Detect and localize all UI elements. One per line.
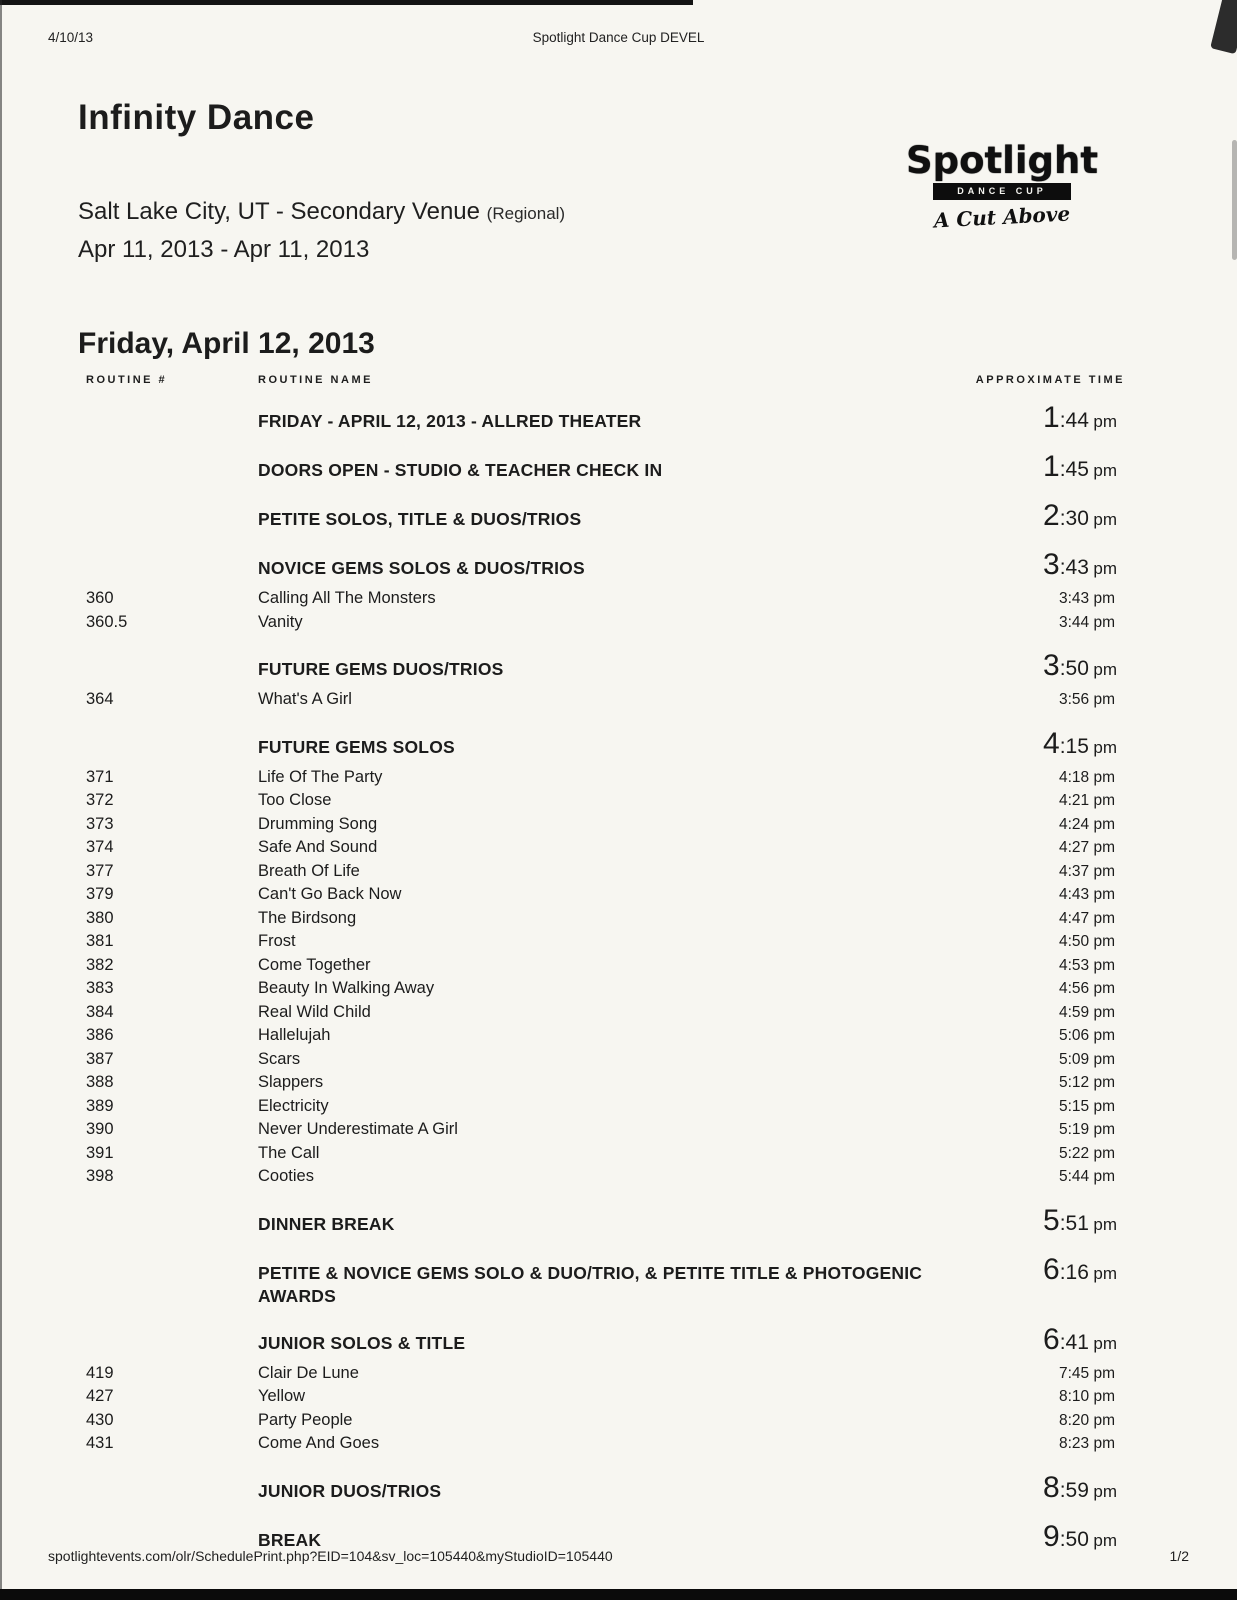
schedule-routine-row [0,1385,1237,1409]
section-time-mer: pm [1093,510,1117,529]
section-time-hour: 8 [1043,1470,1060,1504]
routine-time: 4:24 pm [1058,815,1115,833]
routine-time: 4:18 pm [1058,768,1115,786]
section-time-hour: 3 [1043,548,1060,581]
section-time-mer: pm [1093,660,1117,679]
routine-name: Beauty In Walking Away [258,979,435,997]
routine-time: 5:09 pm [1058,1050,1115,1068]
section-time-hour: 9 [1043,1519,1060,1553]
routine-time: 5:12 pm [1058,1074,1115,1091]
schedule-routine-row [0,587,1237,611]
section-time-mer: pm [1093,1263,1117,1283]
schedule-routine-row [0,813,1237,837]
schedule-section-row [0,499,1237,533]
routine-time: 4:21 pm [1058,792,1115,809]
section-time-min: :50 [1059,657,1089,680]
routine-number: 380 [86,908,114,927]
logo-tagline: A Cut Above [933,201,1071,233]
schedule-section-row [0,450,1237,484]
section-time [958,727,1237,761]
schedule-section-row [0,727,1237,761]
print-footer [48,1548,1189,1564]
section-name: FUTURE GEMS SOLOS [258,736,455,757]
schedule-routine-row [0,883,1237,907]
section-time-min: :45 [1059,458,1089,481]
routine-number: 398 [86,1167,114,1185]
routine-number: 379 [86,885,114,903]
section-time-min: :30 [1059,507,1089,530]
section-time-hour: 2 [1043,499,1060,532]
section-time-mer: pm [1093,412,1117,431]
section-time-min: :50 [1059,1527,1089,1551]
schedule-routine-row [0,1165,1237,1189]
page-number: 1/2 [1169,1548,1189,1564]
venue-qualifier: (Regional) [486,204,566,223]
section-time-mer: pm [1093,1481,1117,1501]
section-time [958,401,1237,435]
routine-number: 390 [86,1120,114,1138]
routine-time: 4:56 pm [1058,980,1115,997]
footer-url: spotlightevents.com/olr/SchedulePrint.php?EID=104&sv_loc=105440&myStudioID=105440 [48,1548,613,1564]
section-time-hour: 6 [1043,1322,1060,1356]
schedule-section-row [0,1471,1237,1505]
routine-name: Real Wild Child [258,1002,371,1021]
routine-name: Scars [258,1049,301,1068]
section-time-mer: pm [1093,1333,1117,1353]
section-time-hour: 5 [1043,1203,1060,1237]
schedule-routine-row [0,1432,1237,1456]
section-time-hour: 1 [1043,401,1060,434]
section-time-hour: 1 [1043,450,1060,483]
section-time-mer: pm [1093,461,1117,480]
section-name: FRIDAY - APRIL 12, 2013 - ALLRED THEATER [258,411,642,431]
section-time-mer: pm [1093,1530,1117,1550]
schedule-routine-row [0,1118,1237,1142]
section-time-min: :43 [1059,556,1089,579]
schedule-routine-row [0,1048,1237,1072]
venue-line [78,194,565,232]
routine-name: Frost [258,932,296,950]
schedule-routine-row [0,766,1237,790]
routine-time: 4:53 pm [1058,956,1115,974]
routine-name: Party People [258,1410,353,1429]
section-name: FUTURE GEMS DUOS/TRIOS [258,659,504,679]
routine-number: 386 [86,1026,114,1044]
schedule-routine-row [0,1362,1237,1386]
schedule-routine-row [0,789,1237,813]
routine-time: 5:06 pm [1058,1027,1115,1044]
schedule-section-row [0,1204,1237,1238]
section-time [958,1323,1237,1357]
schedule-routine-row [0,977,1237,1001]
section-time [958,1253,1237,1287]
routine-number: 383 [86,979,114,997]
schedule-section-row [0,548,1237,582]
routine-number: 384 [86,1002,114,1021]
routine-time: 7:45 pm [1058,1364,1115,1382]
schedule-routine-row [0,688,1237,712]
spotlight-logo [893,139,1111,233]
scan-smudge-top-right [1210,0,1237,54]
column-header-approximate-time: APPROXIMATE TIME [975,374,1125,386]
routine-number: 419 [86,1363,114,1382]
routine-number: 430 [86,1410,114,1429]
routine-name: The Birdsong [258,908,357,927]
section-time-min: :15 [1059,734,1089,758]
routine-number: 387 [86,1049,114,1068]
routine-number: 381 [86,932,114,950]
routine-number: 360 [86,589,114,607]
routine-number: 431 [86,1434,114,1452]
schedule-column-headers [0,374,1237,386]
section-time [958,1204,1237,1238]
routine-name: Drumming Song [258,814,378,833]
routine-number: 372 [86,791,114,809]
routine-number: 427 [86,1387,114,1405]
routine-name: Cooties [258,1167,314,1185]
schedule-section-row [0,649,1237,683]
routine-time: 4:43 pm [1058,886,1115,903]
routine-time: 5:15 pm [1058,1097,1115,1115]
section-time-min: :41 [1059,1330,1089,1354]
section-time-min: :51 [1059,1211,1089,1235]
routine-name: Calling All The Monsters [258,589,436,607]
routine-time: 8:20 pm [1058,1411,1115,1429]
routine-time: 8:23 pm [1058,1435,1115,1452]
routine-number: 371 [86,767,114,786]
column-header-routine-name: ROUTINE NAME [258,374,373,386]
routine-time: 3:56 pm [1058,691,1115,708]
section-time-mer: pm [1093,559,1117,578]
schedule-routine-row [0,907,1237,931]
schedule-routine-row [0,1001,1237,1025]
section-time-min: :16 [1059,1260,1089,1284]
section-time [958,548,1237,582]
section-time-hour: 6 [1043,1252,1060,1286]
scan-edge-bottom [0,1589,1237,1600]
scan-smudge-right [1232,140,1237,260]
routine-name: Never Underestimate A Girl [258,1120,458,1138]
section-time-hour: 3 [1043,649,1060,682]
schedule-routine-row [0,1071,1237,1095]
routine-time: 8:10 pm [1058,1388,1115,1405]
section-time-mer: pm [1093,737,1117,757]
routine-time: 3:44 pm [1058,613,1115,631]
section-time [958,649,1237,683]
schedule-table [0,374,1237,1559]
routine-number: 389 [86,1096,114,1115]
day-title: Friday, April 12, 2013 [78,327,375,360]
schedule-rows [0,401,1237,1554]
section-name: DINNER BREAK [258,1213,395,1234]
venue-name: Salt Lake City, UT - Secondary Venue [78,198,480,225]
section-name: PETITE SOLOS, TITLE & DUOS/TRIOS [258,509,582,529]
routine-time: 4:47 pm [1058,909,1115,927]
routine-time: 4:50 pm [1058,933,1115,950]
routine-number: 364 [86,690,114,708]
column-header-routine-number: ROUTINE # [86,374,168,386]
section-name: PETITE & NOVICE GEMS SOLO & DUO/TRIO, & PETITE TITLE & PHOTOGENIC AWARDS [258,1262,923,1306]
routine-time: 4:37 pm [1058,862,1115,880]
routine-name: Can't Go Back Now [258,885,402,903]
routine-number: 382 [86,955,114,974]
routine-name: Come Together [258,955,371,974]
schedule-routine-row [0,954,1237,978]
routine-time: 5:22 pm [1058,1144,1115,1162]
section-time-min: :59 [1059,1478,1089,1502]
routine-number: 360.5 [86,612,128,631]
routine-name: Electricity [258,1096,329,1115]
section-name: DOORS OPEN - STUDIO & TEACHER CHECK IN [258,460,663,480]
routine-number: 377 [86,861,114,880]
routine-name: Safe And Sound [258,838,378,856]
schedule-routine-row [0,836,1237,860]
venue-block [78,194,565,268]
print-document-title: Spotlight Dance Cup DEVEL [532,30,705,45]
section-time [958,1471,1237,1505]
schedule-routine-row [0,611,1237,635]
schedule-routine-row [0,930,1237,954]
routine-time: 5:44 pm [1058,1168,1115,1185]
routine-name: Yellow [258,1387,306,1405]
schedule-routine-row [0,1409,1237,1433]
routine-name: The Call [258,1143,320,1162]
routine-time: 4:27 pm [1058,839,1115,856]
logo-brand-text: Spotlight [905,139,1099,182]
section-name: JUNIOR SOLOS & TITLE [258,1332,466,1353]
schedule-section-row [0,401,1237,435]
schedule-routine-row [0,1142,1237,1166]
routine-name: Breath Of Life [258,861,360,880]
logo-dance-cup-bar: DANCE CUP [933,183,1071,200]
routine-time: 4:59 pm [1058,1003,1115,1021]
studio-name: Infinity Dance [78,98,315,137]
routine-number: 373 [86,814,114,833]
schedule-routine-row [0,1024,1237,1048]
section-time [958,499,1237,533]
section-name: JUNIOR DUOS/TRIOS [258,1480,442,1501]
section-time-min: :44 [1059,409,1089,432]
routine-number: 391 [86,1143,114,1162]
routine-time: 5:19 pm [1058,1121,1115,1138]
routine-number: 374 [86,838,114,856]
section-name: NOVICE GEMS SOLOS & DUOS/TRIOS [258,558,585,578]
section-time-hour: 4 [1043,726,1060,760]
routine-time: 3:43 pm [1058,590,1115,607]
routine-name: Slappers [258,1073,324,1091]
routine-name: Clair De Lune [258,1363,359,1382]
print-date: 4/10/13 [48,30,94,45]
event-date-range: Apr 11, 2013 - Apr 11, 2013 [78,236,370,263]
schedule-routine-row [0,860,1237,884]
routine-name: What's A Girl [258,690,352,708]
section-time [958,450,1237,484]
routine-name: Vanity [258,612,303,631]
routine-name: Life Of The Party [258,767,383,786]
routine-name: Come And Goes [258,1434,380,1452]
schedule-section-row [0,1323,1237,1357]
section-name: BREAK [258,1529,322,1550]
schedule-section-row [0,1253,1237,1308]
section-time-mer: pm [1093,1214,1117,1234]
routine-number: 388 [86,1073,114,1091]
routine-name: Too Close [258,791,332,809]
routine-name: Hallelujah [258,1026,331,1044]
schedule-routine-row [0,1095,1237,1119]
scan-edge-top [0,0,693,5]
